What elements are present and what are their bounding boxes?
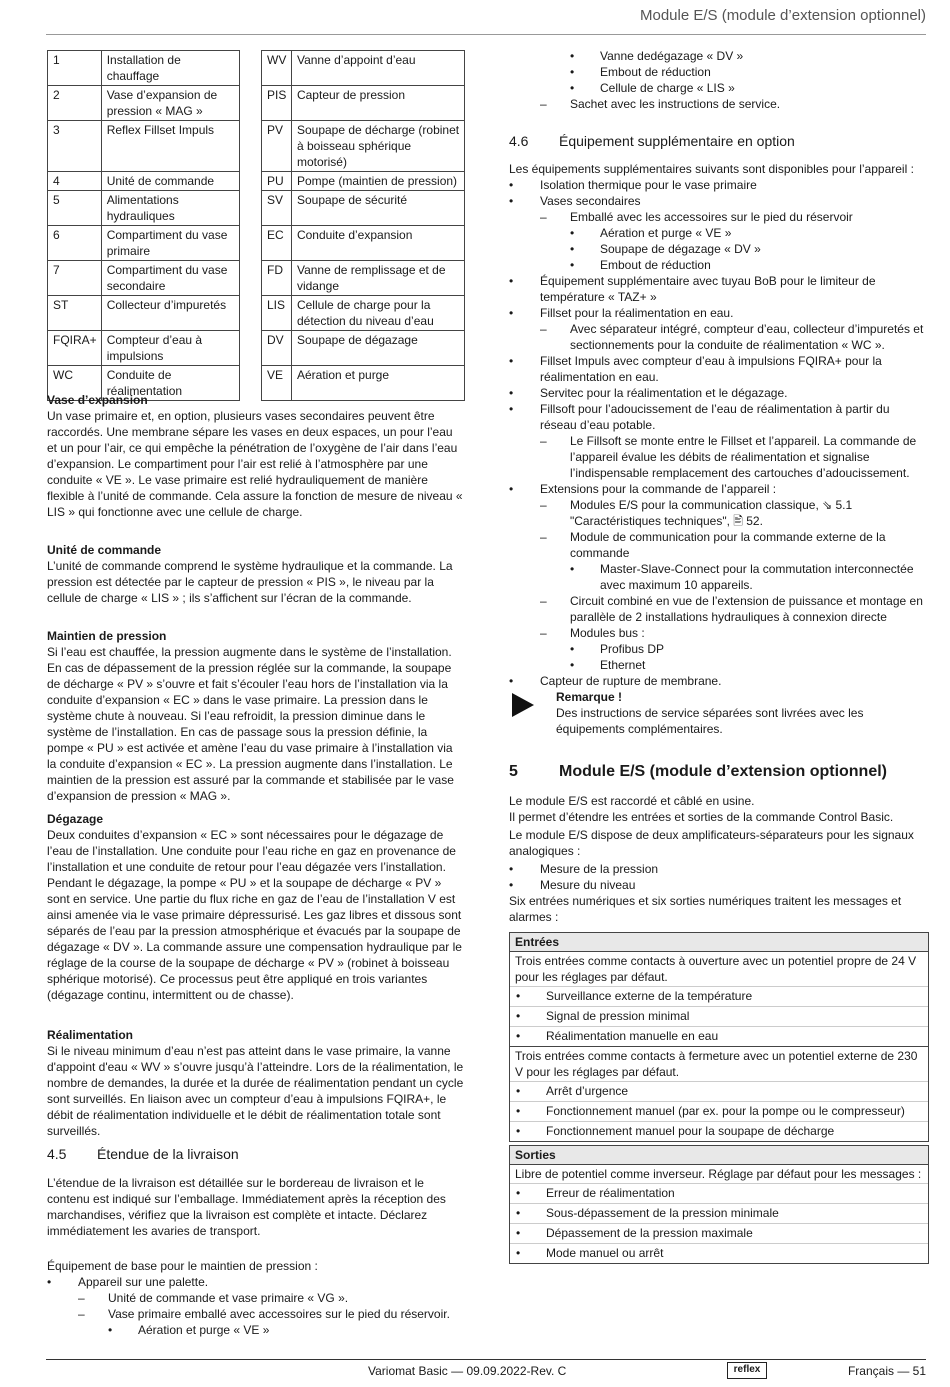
- list-item: • Mesure de la pression: [509, 861, 929, 877]
- legend-key: PV: [262, 121, 292, 172]
- list-item: • Aération et purge « VE »: [509, 225, 929, 241]
- list-item: • Ethernet: [509, 657, 929, 673]
- list-item: • Capteur de rupture de membrane.: [509, 673, 929, 689]
- legend-key: 1: [48, 51, 102, 86]
- reflex-logo: reflex: [727, 1362, 767, 1379]
- paragraph: Si l’eau est chauffée, la pression augmente dans le système de l’installation. En cas de dépassement de la pression réglée sur la commande, la soupape de décharge « PV » s’ouvre et fait s’écouler l’eau hors de l’installation via la conduite d’expansion « EC » dans le vase primaire. La pression dans le système chute à nouveau. Si l’eau refroidit, la pression diminue dans le système de l’installation. En cas de passage sous la pression définie, la pompe « PU » est activée et amène l’eau du vase primaire à l’installation via la conduite d’expansion « EC ». La pression augmente dans l’installation. Le maintien de la pression est assuré par la commande et stabilisée par le vase d’expansion de pression « MAG ».: [47, 645, 454, 803]
- table-bullet: • Dépassement de la pression maximale: [510, 1223, 928, 1243]
- section-4-6-heading: [509, 132, 929, 150]
- list-intro: Équipement de base pour le maintien de pression :: [47, 1259, 318, 1273]
- legend-value: Pompe (maintien de pression): [291, 172, 464, 191]
- table-bullet: • Sous-dépassement de la pression minimale: [510, 1203, 928, 1223]
- legend-row: [48, 331, 240, 366]
- legend-value: Soupape de sécurité: [291, 191, 464, 226]
- note-title: Remarque !: [556, 690, 623, 704]
- legend-key: WC: [48, 366, 102, 401]
- legend-value: Vanne de remplissage et de vidange: [291, 261, 464, 296]
- legend-key: PU: [262, 172, 292, 191]
- paragraph: Un vase primaire et, en option, plusieurs vases secondaires peuvent être raccordés. Une membrane sépare les vases en deux espaces, un pour l’eau et un pour l’air, ce qui empêche la pénétration de l’oxygène de l’air dans l’eau d’expansion. Le compartiment pour l’air est relié à l’atmosphère par une conduite « VE ». Le vase primaire est relié hydrauliquement de manière flexible à l’unité de commande. Cela assure la fonction de mesure de niveau « LIS » qui fonctionne avec une cellule de charge.: [47, 409, 463, 519]
- list-item: – Circuit combiné en vue de l’extension de puissance et montage en parallèle de 2 installations hydrauliques à connexion directe: [509, 593, 929, 625]
- section-title: Module E/S (module d’extension optionnel): [559, 763, 887, 780]
- legend-value: Vanne d’appoint d’eau: [291, 51, 464, 86]
- section-number: 4.5: [47, 1146, 67, 1162]
- list-item: – Vase primaire emballé avec accessoires sur le pied du réservoir.: [47, 1306, 465, 1322]
- section-title: Étendue de la livraison: [97, 1146, 239, 1162]
- note-text: Des instructions de service séparées sont livrées avec les équipements complémentaires.: [556, 706, 864, 736]
- list-item: – Emballé avec les accessoires sur le pied du réservoir: [509, 209, 929, 225]
- subheading: Unité de commande: [47, 543, 162, 557]
- paragraph: Six entrées numériques et six sorties numériques traitent les messages et alarmes :: [509, 894, 902, 924]
- legend-row: [48, 261, 240, 296]
- legend-row: [262, 51, 465, 86]
- list-item: • Isolation thermique pour le vase primaire: [509, 177, 929, 193]
- list-item: – Le Fillsoft se monte entre le Fillset et l’appareil. La commande de l’appareil évalue les débits de réalimentation et signalise l’indispensable remplacement des cartouches d’adoucissement.: [509, 433, 929, 481]
- paragraph: Il permet d’étendre les entrées et sorties de la commande Control Basic.: [509, 810, 894, 824]
- list-item: – Modules bus :: [509, 625, 929, 641]
- header-rule: [46, 34, 926, 35]
- list-item: • Extensions pour la commande de l’appareil :: [509, 481, 929, 497]
- legend-value: Compartiment du vase secondaire: [101, 261, 239, 296]
- legend-key: VE: [262, 366, 292, 401]
- legend-value: Vase d’expansion de pression « MAG »: [101, 86, 239, 121]
- legend-row: [262, 261, 465, 296]
- table-bullet: • Surveillance externe de la température: [510, 986, 928, 1006]
- section-vase: [47, 392, 465, 520]
- subheading: Dégazage: [47, 812, 104, 826]
- legend-value: Aération et purge: [291, 366, 464, 401]
- footer-page: Français — 51: [847, 1364, 926, 1378]
- table-bullet: • Erreur de réalimentation: [510, 1183, 928, 1203]
- legend-row: [48, 296, 240, 331]
- table-sorties: [509, 1145, 929, 1264]
- legend-row: [262, 226, 465, 261]
- list-item: • Aération et purge « VE »: [47, 1322, 465, 1338]
- legend-row: [262, 331, 465, 366]
- list-item: • Fillset Impuls avec compteur d’eau à impulsions FQIRA+ pour la réalimentation en eau.: [509, 353, 929, 385]
- section-4-6-body: [509, 161, 929, 737]
- legend-row: [262, 296, 465, 331]
- legend-value: Reflex Fillset Impuls: [101, 121, 239, 172]
- legend-row: [262, 172, 465, 191]
- paragraph: Si le niveau minimum d’eau n’est pas atteint dans le vase primaire, la vanne d'appoint d'eau « WV » s’ouvre jusqu’à l’atteindre. Lors de la réalimentation, le nombre de demandes, la durée et la durée de réalimentation pendant un cycle sont surveillés. En liaison avec un compteur d’eau à impulsions FQIRA+, le débit de réalimentation individuelle et le débit de réalimentation totale sont surveillés.: [47, 1044, 464, 1138]
- table-header: Entrées: [510, 933, 928, 952]
- footer-rule: [46, 1359, 926, 1360]
- table-bullet: • Mode manuel ou arrêt: [510, 1243, 928, 1263]
- legend-key: ST: [48, 296, 102, 331]
- list-item: • Fillsoft pour l’adoucissement de l’eau de réalimentation à partir du réseau d’eau potable.: [509, 401, 929, 433]
- legend-row: [48, 226, 240, 261]
- section-5-heading: [509, 762, 929, 782]
- legend-key: SV: [262, 191, 292, 226]
- legend-value: Unité de commande: [101, 172, 239, 191]
- subheading: Maintien de pression: [47, 629, 167, 643]
- section-4-5-list: [47, 1258, 465, 1338]
- list-item: • Cellule de charge « LIS »: [509, 80, 929, 96]
- section-maintien: [47, 628, 465, 804]
- list-item: – Sachet avec les instructions de service.: [509, 96, 929, 112]
- list-item: • Fillset pour la réalimentation en eau.: [509, 305, 929, 321]
- legend-key: PIS: [262, 86, 292, 121]
- legend-table-left: [47, 50, 240, 401]
- legend-key: DV: [262, 331, 292, 366]
- list-item: – Avec séparateur intégré, compteur d’eau, collecteur d’impuretés et sectionnements pour la conduite de réalimentation « WC ».: [509, 321, 929, 353]
- paragraph: L’étendue de la livraison est détaillée sur le bordereau de livraison et le contenu est indiqué sur l’emballage. Immédiatement après la réception des marchandises, vérifiez que la livraison est complète et intacte. Déclarez immédiatement les avaries de transport.: [47, 1176, 446, 1238]
- list-item: • Vanne dedégazage « DV »: [509, 48, 929, 64]
- section-degazage: [47, 811, 465, 1003]
- note-block: [509, 689, 929, 737]
- legend-key: 6: [48, 226, 102, 261]
- section-unite: [47, 542, 465, 606]
- legend-key: EC: [262, 226, 292, 261]
- list-item: • Profibus DP: [509, 641, 929, 657]
- legend-value: Capteur de pression: [291, 86, 464, 121]
- legend-row: [262, 86, 465, 121]
- list-item: • Servitec pour la réalimentation et le dégazage.: [509, 385, 929, 401]
- list-item: • Embout de réduction: [509, 64, 929, 80]
- section-number: 5: [509, 763, 518, 780]
- list-item: • Équipement supplémentaire avec tuyau BoB pour le limiteur de température « TAZ+ »: [509, 273, 929, 305]
- legend-key: FD: [262, 261, 292, 296]
- legend-key: 4: [48, 172, 102, 191]
- note-arrow-icon: [512, 693, 534, 717]
- section-realimentation: [47, 1027, 465, 1139]
- section-4-5-heading: [47, 1145, 465, 1163]
- subheading: Réalimentation: [47, 1028, 134, 1042]
- legend-value: Collecteur d’impuretés: [101, 296, 239, 331]
- paragraph: L’unité de commande comprend le système hydraulique et la commande. La pression est détectée par le capteur de pression « PIS », le niveau par la cellule de charge « LIS » ; ils s’affichent sur l’écran de la commande.: [47, 559, 453, 605]
- legend-table-right: [261, 50, 465, 401]
- table-bullet: • Signal de pression minimal: [510, 1006, 928, 1026]
- table-cell: Libre de potentiel comme inverseur. Réglage par défaut pour les messages :: [515, 1167, 922, 1181]
- list-intro: Les équipements supplémentaires suivants sont disponibles pour l’appareil :: [509, 162, 914, 176]
- section-4-5-continued: [509, 48, 929, 112]
- legend-key: FQIRA+: [48, 331, 102, 366]
- table-entrees: [509, 932, 929, 1142]
- legend-key: 5: [48, 191, 102, 226]
- subheading: Vase d’expansion: [47, 393, 148, 407]
- legend-value: Cellule de charge pour la détection du niveau d’eau: [291, 296, 464, 331]
- legend-row: [48, 172, 240, 191]
- table-bullet: • Réalimentation manuelle en eau: [510, 1026, 928, 1046]
- list-item: • Mesure du niveau: [509, 877, 929, 893]
- running-header: Module E/S (module d’extension optionnel): [639, 7, 926, 24]
- paragraph: Le module E/S est raccordé et câblé en usine.: [509, 794, 755, 808]
- legend-key: WV: [262, 51, 292, 86]
- legend-row: [262, 191, 465, 226]
- section-title: Équipement supplémentaire en option: [559, 133, 795, 149]
- legend-value: Soupape de dégazage: [291, 331, 464, 366]
- table-cell: Trois entrées comme contacts à fermeture avec un potentiel externe de 230 V pour les réglages par défaut.: [510, 1046, 928, 1081]
- legend-row: [48, 121, 240, 172]
- table-header: Sorties: [510, 1146, 928, 1165]
- legend-row: [48, 191, 240, 226]
- legend-key: LIS: [262, 296, 292, 331]
- legend-value: Alimentations hydrauliques: [101, 191, 239, 226]
- legend-row: [48, 51, 240, 86]
- section-5-body: [509, 793, 929, 925]
- list-item: • Soupape de dégazage « DV »: [509, 241, 929, 257]
- paragraph: Deux conduites d’expansion « EC » sont nécessaires pour le dégazage de l’eau de l’installation. Une conduite pour l’eau riche en gaz en provenance de l’installation et une conduite de retour pour l’eau dégazée vers l’installation. Pendant le dégazage, la pompe « PU » et la soupape de décharge « PV » sont en service. Une partie du flux riche en gaz de l’eau de l’installation V est ainsi amenée via le vase primaire dépressurisé. Les gaz libres et dissous sont séparés de l’eau par la pression atmosphérique et évacués par la soupape de dégazage « DV ». La commande assure une compensation hydraulique par le réglage de la course de la soupape de décharge « PV » (robinet à boisseau sphérique motorisé). Ce processus peut être appliqué en trois variantes (dégazage continu, intermittent ou de chasse).: [47, 828, 462, 1002]
- table-cell: Trois entrées comme contacts à ouverture avec un potentiel propre de 24 V pour les réglages par défaut.: [515, 954, 917, 984]
- legend-value: Soupape de décharge (robinet à boisseau sphérique motorisé): [291, 121, 464, 172]
- legend-row: [48, 86, 240, 121]
- legend-value: Compteur d’eau à impulsions: [101, 331, 239, 366]
- legend-row: [262, 121, 465, 172]
- cross-reference-link[interactable]: – Modules E/S pour la communication classique, ⇘ 5.1 "Caractéristiques techniques", 🖹 52.: [509, 497, 929, 529]
- section-number: 4.6: [509, 133, 529, 149]
- legend-value: Conduite de réalimentation: [101, 366, 239, 401]
- table-bullet: • Arrêt d’urgence: [510, 1081, 928, 1101]
- legend-value: Compartiment du vase primaire: [101, 226, 239, 261]
- list-item: • Vases secondaires: [509, 193, 929, 209]
- table-bullet: • Fonctionnement manuel (par ex. pour la pompe ou le compresseur): [510, 1101, 928, 1121]
- footer-document: Variomat Basic — 09.09.2022-Rev. C: [368, 1364, 567, 1378]
- paragraph: Le module E/S dispose de deux amplificateurs-séparateurs pour les signaux analogiques :: [509, 828, 914, 858]
- legend-key: 2: [48, 86, 102, 121]
- list-item: – Unité de commande et vase primaire « VG ».: [47, 1290, 465, 1306]
- legend-value: Conduite d’expansion: [291, 226, 464, 261]
- list-item: – Module de communication pour la commande externe de la commande: [509, 529, 929, 561]
- legend-value: Installation de chauffage: [101, 51, 239, 86]
- legend-key: 7: [48, 261, 102, 296]
- list-item: • Embout de réduction: [509, 257, 929, 273]
- table-bullet: • Fonctionnement manuel pour la soupape de décharge: [510, 1121, 928, 1141]
- list-item: • Appareil sur une palette.: [47, 1274, 465, 1290]
- list-item: • Master-Slave-Connect pour la commutation interconnectée avec maximum 10 appareils.: [509, 561, 929, 593]
- legend-key: 3: [48, 121, 102, 172]
- section-4-5-body: [47, 1175, 465, 1239]
